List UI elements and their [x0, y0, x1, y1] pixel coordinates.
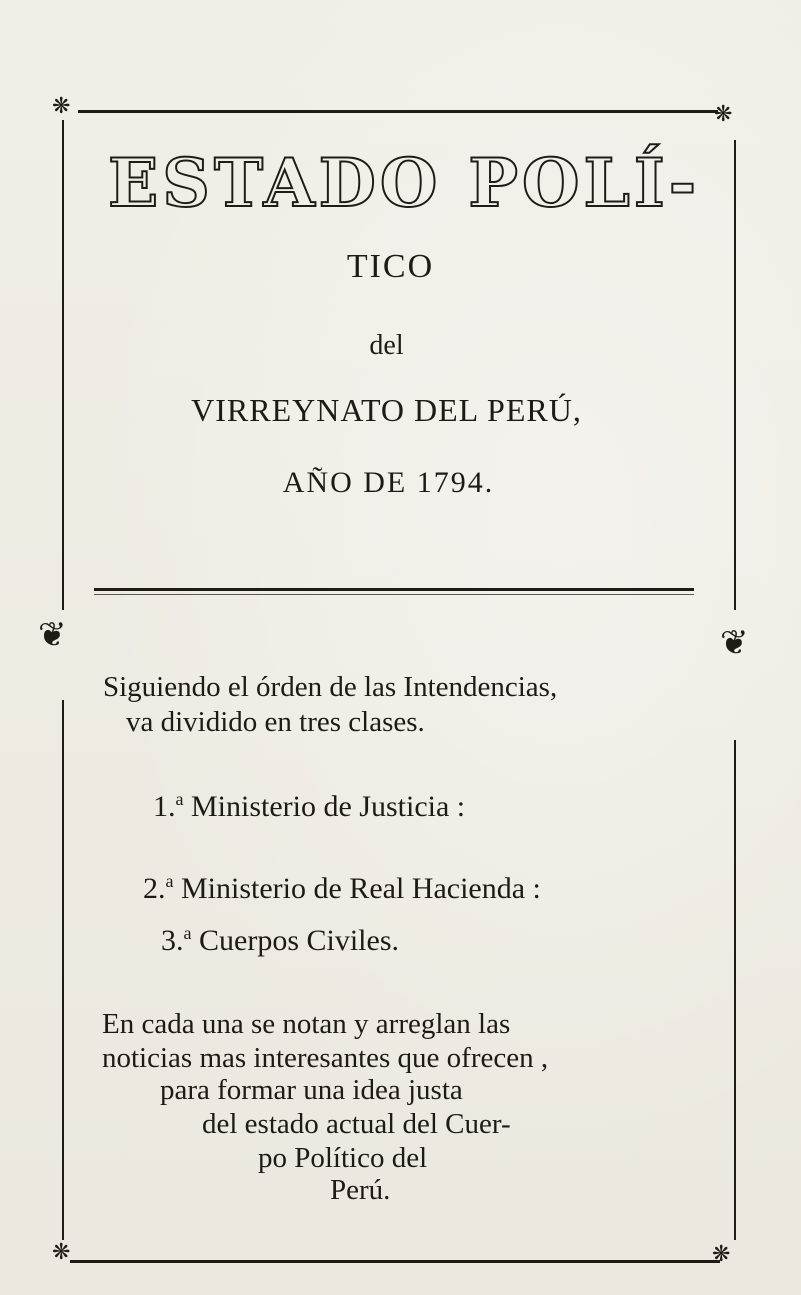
- list-item: [143, 872, 541, 904]
- right-border-rule-lower: [734, 740, 736, 1240]
- item-text: Ministerio de Justicia :: [183, 790, 466, 823]
- closing-line-5: po Político del: [258, 1142, 428, 1174]
- side-ornament-icon: ❦: [38, 615, 67, 655]
- title-line-3: del: [369, 330, 404, 361]
- title-line-4: VIRREYNATO DEL PERÚ,: [191, 392, 582, 428]
- closing-line-2: noticias mas interesantes que ofrecen ,: [102, 1042, 549, 1074]
- middle-rule-thin: [94, 594, 694, 595]
- intro-line-1: Siguiendo el órden de las Intendencias,: [103, 671, 558, 703]
- item-number: 3.: [161, 924, 184, 957]
- list-item: [161, 924, 399, 956]
- closing-line-4: del estado actual del Cuer-: [202, 1108, 511, 1140]
- left-border-rule-lower: [62, 700, 64, 1240]
- item-ordinal-sup: a: [175, 789, 184, 809]
- item-text: Cuerpos Civiles.: [191, 924, 399, 957]
- corner-ornament-icon: ❋: [52, 94, 71, 119]
- bottom-border-rule: [70, 1260, 720, 1263]
- intro-line-2: va dividido en tres clases.: [126, 706, 425, 738]
- item-ordinal-sup: a: [183, 923, 192, 943]
- closing-line-6: Perú.: [330, 1174, 391, 1206]
- item-number: 1.: [153, 790, 176, 823]
- title-line-2: TICO: [346, 248, 435, 285]
- item-text: Ministerio de Real Hacienda :: [173, 872, 541, 905]
- corner-ornament-icon: ❋: [52, 1240, 71, 1265]
- top-border-rule: [78, 110, 718, 113]
- corner-ornament-icon: ❋: [712, 1242, 731, 1267]
- middle-rule: [94, 588, 694, 591]
- item-ordinal-sup: a: [165, 871, 174, 891]
- list-item: [153, 790, 465, 822]
- corner-ornament-icon: ❋: [714, 102, 733, 127]
- left-border-rule-upper: [62, 120, 64, 610]
- closing-line-1: En cada una se notan y arreglan las: [102, 1008, 511, 1040]
- right-border-rule-upper: [734, 140, 736, 610]
- item-number: 2.: [143, 872, 166, 905]
- title-heading: ESTADO POLÍ-: [108, 144, 701, 222]
- closing-line-3: para formar una idea justa: [160, 1074, 463, 1106]
- side-ornament-icon: ❦: [720, 623, 749, 663]
- title-year-line: AÑO DE 1794.: [282, 466, 495, 499]
